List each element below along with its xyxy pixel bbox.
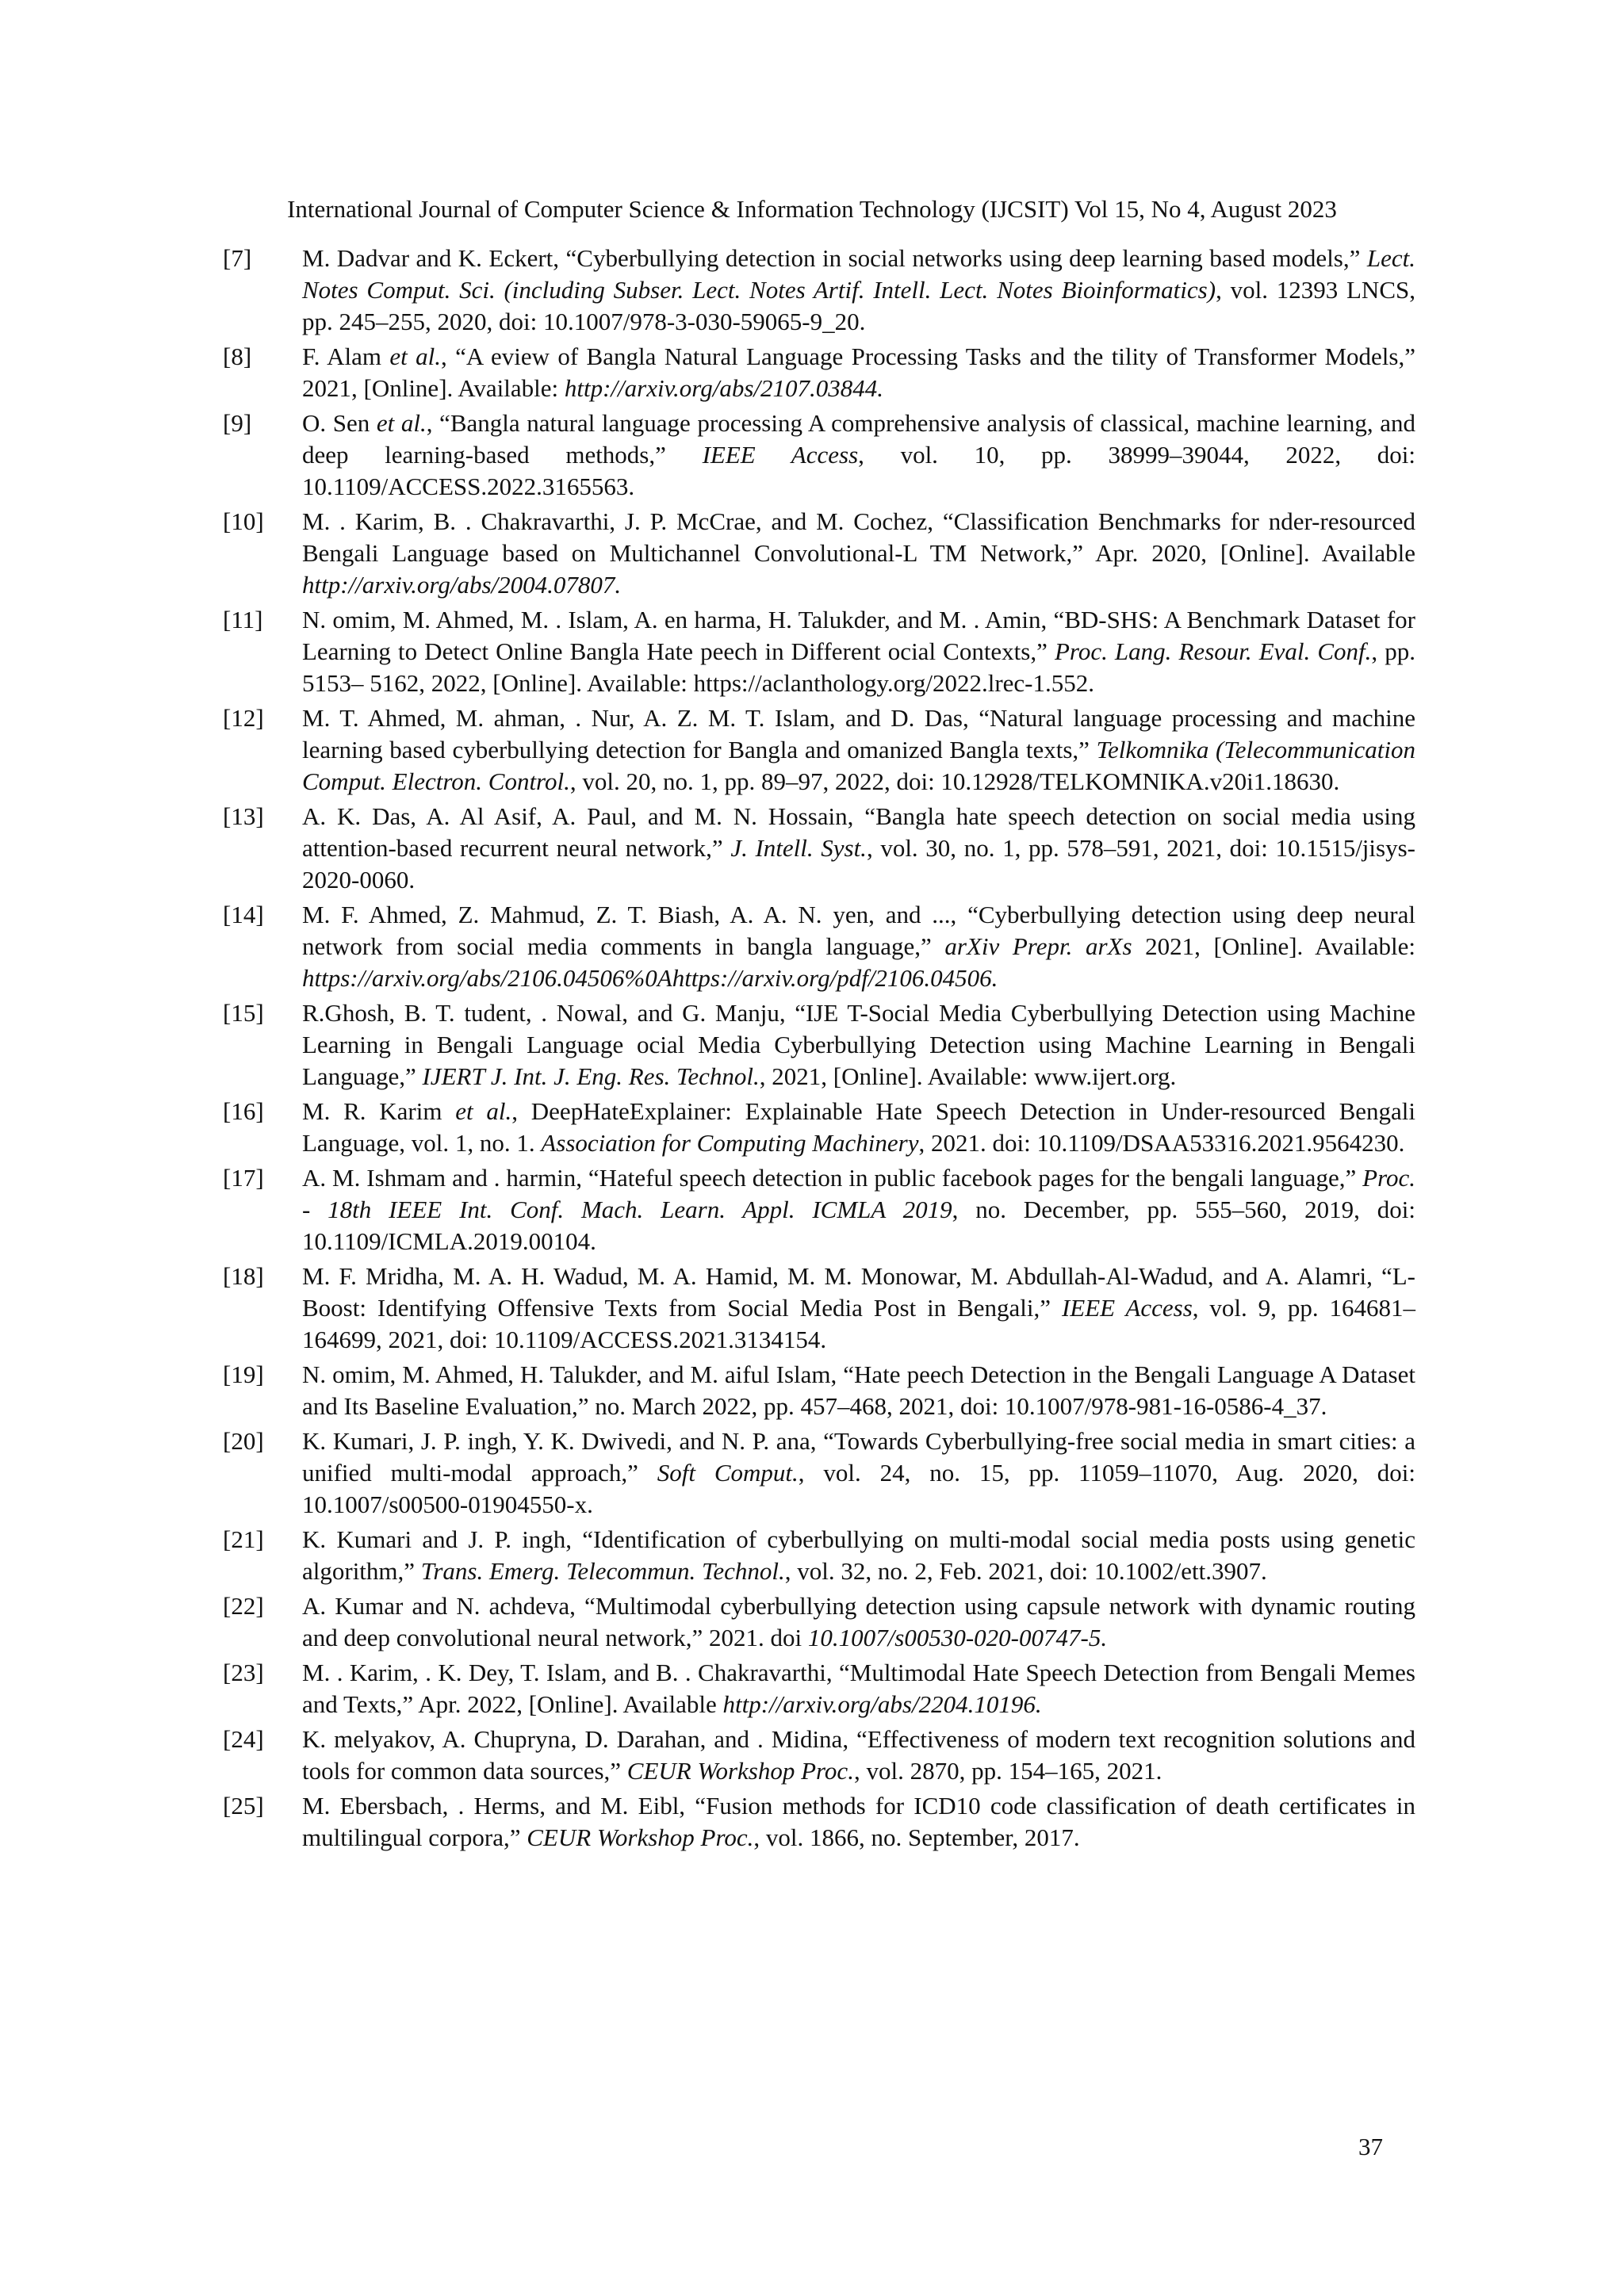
reference-item (223, 702, 1415, 798)
reference-segment: , 2021, [Online]. Available: www.ijert.org. (759, 1062, 1177, 1090)
reference-italic-segment: IJERT J. Int. J. Eng. Res. Technol. (422, 1062, 760, 1090)
reference-text (302, 506, 1415, 601)
reference-segment: , “A eview of Bangla Natural Language Processing Tasks and the tility of Transformer Models,” 2021, [Online]. Available: (302, 342, 1415, 402)
reference-italic-segment: et al. (376, 409, 427, 437)
reference-italic-segment: Proc. - 18th IEEE Int. Conf. Mach. Learn. Appl. ICMLA 2019 (302, 1164, 1415, 1223)
reference-italic-segment: http://arxiv.org/abs/2107.03844. (564, 374, 883, 402)
reference-item (223, 1096, 1415, 1159)
reference-segment: , vol. 9, pp. 164681–164699, 2021, doi: 10.1109/ACCESS.2021.3134154. (302, 1294, 1415, 1353)
reference-segment: N. omim, M. Ahmed, H. Talukder, and M. aiful Islam, “Hate peech Detection in the Bengali Language A Dataset and Its Baseline Evaluation,” no. March 2022, pp. 457–468, 2021, doi: 10.1007/978-981-16-0586-4_37. (302, 1360, 1415, 1420)
reference-segment: , no. December, pp. 555–560, 2019, doi: 10.1109/ICMLA.2019.00104. (302, 1196, 1415, 1255)
page-number: 37 (1358, 2133, 1383, 2160)
reference-segment: 2021, [Online]. Available: (1132, 932, 1415, 960)
reference-segment: R.Ghosh, B. T. tudent, . Nowal, and G. Manju, “IJE T-Social Media Cyberbullying Detection using Machine Learning in Bengali Language ocial Media Cyberbullying Detection using Machine Learning in Bengali Language,” (302, 999, 1415, 1090)
reference-segment: , vol. 20, no. 1, pp. 89–97, 2022, doi: 10.12928/TELKOMNIKA.v20i1.18630. (569, 767, 1340, 795)
reference-item (223, 899, 1415, 994)
reference-italic-segment: CEUR Workshop Proc. (626, 1757, 854, 1785)
reference-text (302, 899, 1415, 994)
reference-text (302, 1261, 1415, 1356)
reference-number: [22] (223, 1592, 264, 1620)
reference-segment: M. Dadvar and K. Eckert, “Cyberbullying detection in social networks using deep learning based models,” (302, 244, 1367, 272)
reference-item (223, 1524, 1415, 1587)
reference-item (223, 801, 1415, 896)
reference-segment: K. Kumari, J. P. ingh, Y. K. Dwivedi, and N. P. ana, “Towards Cyberbullying-free social media in smart cities: a unified multi-modal approach,” (302, 1427, 1415, 1487)
reference-item (223, 341, 1415, 404)
reference-segment: M. . Karim, B. . Chakravarthi, J. P. McCrae, and M. Cochez, “Classification Benchmarks for nder-resourced Bengali Language based on Multichannel Convolutional-L TM Network,” Apr. 2020, [Online]. Available (302, 507, 1415, 567)
reference-text (302, 1096, 1415, 1159)
reference-segment: , “Bangla natural language processing A comprehensive analysis of classical, machine learning, and deep learning-based methods,” (302, 409, 1415, 469)
reference-segment: A. K. Das, A. Al Asif, A. Paul, and M. N. Hossain, “Bangla hate speech detection on social media using attention-based recurrent neural network,” (302, 802, 1415, 862)
reference-text (302, 801, 1415, 896)
reference-item (223, 1590, 1415, 1654)
reference-number: [9] (223, 409, 252, 437)
reference-segment: A. Kumar and N. achdeva, “Multimodal cyberbullying detection using capsule network with dynamic routing and deep convolutional neural network,” 2021. doi (302, 1592, 1415, 1651)
reference-item (223, 1261, 1415, 1356)
reference-text (302, 997, 1415, 1093)
reference-number: [21] (223, 1525, 264, 1553)
reference-text (302, 604, 1415, 699)
reference-italic-segment: http://arxiv.org/abs/2204.10196. (722, 1690, 1042, 1718)
reference-italic-segment: IEEE Access (1061, 1294, 1193, 1322)
reference-italic-segment: http://arxiv.org/abs/2004.07807. (302, 571, 622, 599)
reference-item (223, 1790, 1415, 1854)
reference-segment: , vol. 30, no. 1, pp. 578–591, 2021, doi: 10.1515/jisys-2020-0060. (302, 834, 1415, 894)
reference-item (223, 408, 1415, 503)
reference-segment: K. Kumari and J. P. ingh, “Identification of cyberbullying on multi-modal social media posts using genetic algorithm,” (302, 1525, 1415, 1585)
reference-number: [14] (223, 901, 264, 928)
reference-item (223, 243, 1415, 338)
reference-segment: , vol. 10, pp. 38999–39044, 2022, doi: 10.1109/ACCESS.2022.3165563. (302, 441, 1415, 500)
reference-segment: M. R. Karim (302, 1097, 456, 1125)
reference-segment: K. melyakov, A. Chupryna, D. Darahan, and . Midina, “Effectiveness of modern text recognition solutions and tools for common data sources,” (302, 1725, 1415, 1785)
reference-segment: N. omim, M. Ahmed, M. . Islam, A. en harma, H. Talukder, and M. . Amin, “BD-SHS: A Benchmark Dataset for Learning to Detect Online Bangla Hate peech in Different ocial Contexts,” (302, 606, 1415, 665)
reference-number: [13] (223, 802, 264, 830)
reference-item (223, 1425, 1415, 1521)
reference-segment: M. Ebersbach, . Herms, and M. Eibl, “Fusion methods for ICD10 code classification of death certificates in multilingual corpora,” (302, 1792, 1415, 1851)
reference-segment: , 2021. doi: 10.1109/DSAA53316.2021.9564230. (918, 1129, 1405, 1157)
reference-item (223, 1724, 1415, 1787)
reference-segment: , vol. 2870, pp. 154–165, 2021. (853, 1757, 1162, 1785)
reference-italic-segment: 10.1007/s00530-020-00747-5. (807, 1624, 1108, 1651)
reference-italic-segment: CEUR Workshop Proc. (527, 1823, 754, 1851)
reference-text (302, 1790, 1415, 1854)
reference-number: [18] (223, 1262, 264, 1290)
reference-segment: , vol. 12393 LNCS, pp. 245–255, 2020, doi: 10.1007/978-3-030-59065-9_20. (302, 276, 1415, 335)
reference-italic-segment: https://arxiv.org/abs/2106.04506%0Ahttps://arxiv.org/pdf/2106.04506. (302, 964, 998, 992)
reference-italic-segment: et al. (455, 1097, 512, 1125)
reference-italic-segment: J. Intell. Syst. (730, 834, 867, 862)
reference-item (223, 997, 1415, 1093)
reference-text (302, 1590, 1415, 1654)
reference-number: [17] (223, 1164, 264, 1192)
reference-item (223, 506, 1415, 601)
reference-text (302, 1162, 1415, 1257)
reference-segment: M. T. Ahmed, M. ahman, . Nur, A. Z. M. T. Islam, and D. Das, “Natural language processing and machine learning based cyberbullying detection for Bangla and omanized Bangla texts,” (302, 704, 1415, 763)
reference-item (223, 1162, 1415, 1257)
reference-text (302, 408, 1415, 503)
reference-segment: , vol. 32, no. 2, Feb. 2021, doi: 10.1002/ett.3907. (784, 1557, 1267, 1585)
reference-segment: M. F. Ahmed, Z. Mahmud, Z. T. Biash, A. A. N. yen, and ..., “Cyberbullying detection using deep neural network from social media comments in bangla language,” (302, 901, 1415, 960)
reference-italic-segment: Telkomnika (Telecommunication Comput. Electron. Control. (302, 736, 1415, 795)
reference-number: [20] (223, 1427, 264, 1455)
reference-item (223, 1359, 1415, 1422)
reference-text (302, 341, 1415, 404)
running-header: International Journal of Computer Science & Information Technology (IJCSIT) Vol 15, No 4, August 2023 (287, 195, 1337, 223)
reference-segment: , vol. 1866, no. September, 2017. (753, 1823, 1080, 1851)
reference-number: [19] (223, 1360, 264, 1388)
reference-number: [24] (223, 1725, 264, 1753)
reference-segment: , vol. 24, no. 15, pp. 11059–11070, Aug. 2020, doi: 10.1007/s00500-01904550-x. (302, 1459, 1415, 1518)
reference-list (223, 243, 1415, 1857)
reference-text (302, 1524, 1415, 1587)
reference-italic-segment: Association for Computing Machinery (541, 1129, 919, 1157)
reference-segment: , DeepHateExplainer: Explainable Hate Speech Detection in Under-resourced Bengali Language, vol. 1, no. 1. (302, 1097, 1415, 1157)
reference-italic-segment: Proc. Lang. Resour. Eval. Conf. (1054, 637, 1372, 665)
reference-segment: F. Alam (302, 342, 390, 370)
reference-text (302, 1724, 1415, 1787)
reference-number: [16] (223, 1097, 264, 1125)
reference-italic-segment: Trans. Emerg. Telecommun. Technol. (420, 1557, 785, 1585)
reference-text (302, 1359, 1415, 1422)
reference-number: [12] (223, 704, 264, 732)
reference-italic-segment: IEEE Access (702, 441, 859, 469)
reference-text (302, 243, 1415, 338)
reference-number: [15] (223, 999, 264, 1027)
reference-number: [7] (223, 244, 252, 272)
reference-number: [8] (223, 342, 252, 370)
reference-number: [23] (223, 1659, 264, 1686)
reference-number: [10] (223, 507, 264, 535)
reference-number: [25] (223, 1792, 264, 1820)
reference-segment: O. Sen (302, 409, 377, 437)
reference-text (302, 1657, 1415, 1720)
reference-number: [11] (223, 606, 263, 633)
reference-italic-segment: Soft Comput. (657, 1459, 799, 1487)
reference-item (223, 1657, 1415, 1720)
reference-segment: A. M. Ishmam and . harmin, “Hateful speech detection in public facebook pages for the bengali language,” (302, 1164, 1363, 1192)
reference-italic-segment: Lect. Notes Comput. Sci. (including Subser. Lect. Notes Artif. Intell. Lect. Notes Bioinformatics) (302, 244, 1415, 304)
reference-segment: M. . Karim, . K. Dey, T. Islam, and B. . Chakravarthi, “Multimodal Hate Speech Detection from Bengali Memes and Texts,” Apr. 2022, [Online]. Available (302, 1659, 1415, 1718)
reference-text (302, 1425, 1415, 1521)
reference-segment: M. F. Mridha, M. A. H. Wadud, M. A. Hamid, M. M. Monowar, M. Abdullah-Al-Wadud, and A. Alamri, “L-Boost: Identifying Offensive Texts from Social Media Post in Bengali,” (302, 1262, 1415, 1322)
reference-item (223, 604, 1415, 699)
reference-text (302, 702, 1415, 798)
reference-italic-segment: et al. (389, 342, 442, 370)
reference-italic-segment: arXiv Prepr. arXs (944, 932, 1132, 960)
reference-segment: , pp. 5153– 5162, 2022, [Online]. Available: https://aclanthology.org/2022.lrec-1.552. (302, 637, 1415, 697)
